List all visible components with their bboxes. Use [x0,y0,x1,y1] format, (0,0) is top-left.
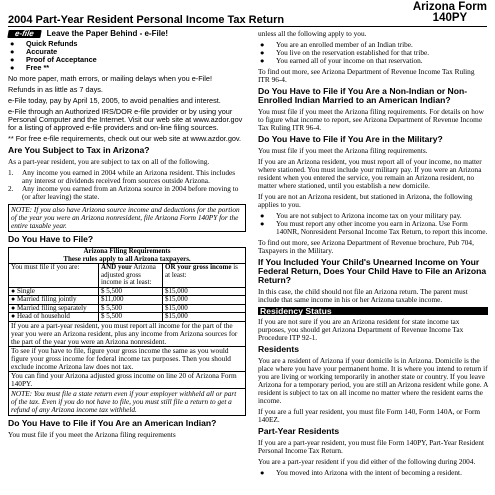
numbered-list [8,169,246,201]
paragraph: You must file if you meet the Arizona filing requirements. [258,146,428,155]
section-heading: Do You Have to File if You Are a Non-Indian or Non-Enrolled Indian Married to an American Indian? [258,86,468,105]
info-box: To see if you have to file, figure your gross income the same as you would figure your gross income for federal income tax purposes. Then you should exclude income Arizona law does not tax. [8,347,246,372]
list-item: ● Accurate [10,47,58,56]
list-item: ● You moved into Arizona with the intent of becoming a resident. [260,468,462,477]
table-row: ● Married filing jointly $11,000 $15,000 [9,296,246,305]
list-item: 2. Any income you earned from an Arizona source in 2004 before moving to (or after leaving) the state. [8,184,239,201]
paragraph: You must file if you meet the Arizona filing requirements. For details on how to figure what income to report, see Arizona Department of Revenue Income Tax Ruling ITR 96-4. [258,107,484,132]
paragraph: In this case, the child should not file an Arizona return. The parent must include that same income in his or her Arizona taxable income. [258,287,468,304]
list-item: ● You earned all of your income on that reservation. [260,56,423,65]
bullet-icon: ● [260,40,265,49]
paragraph: unless all the following apply to you. [258,29,367,38]
section-heading: Do You Have to File if You Are an American Indian? [8,417,217,428]
efile-benefits-list [8,40,246,72]
info-box: If you are a part-year resident, you must report all income for the part of the year you were an Arizona resident, plus any income from Arizona sources for the part of the year you were an Arizona nonresident. [8,322,246,347]
left-column [8,30,246,442]
paragraph: You must file if you meet the Arizona filing requirements [8,429,176,439]
table-header: AND your Arizona adjusted gross income is at least: [99,264,163,288]
list-item: ● You are not subject to Arizona income tax on your military pay. [260,211,462,220]
section-bar-heading: Residency Status [258,307,488,315]
bullet-icon: ● [260,468,265,477]
table-row: ● Head of household $ 5,500 $15,000 [9,313,246,322]
bullet-icon: ● [10,47,15,56]
filing-requirements-table [8,263,246,322]
section-heading: Do You Have to File if You Are in the Military? [258,134,443,144]
efile-logo: e-file [7,30,41,38]
list-item: ● You live on the reservation established for that tribe. [260,48,430,57]
bullet-icon: ● [10,63,15,72]
page-title: 2004 Part-Year Resident Personal Income Tax Return [8,14,285,26]
efile-paragraph: e-File through an Authorized IRS/DOR e-file provider or by using your Personal Computer and the Internet. Visit our web site at www.azdor.gov for a listing of approved e-file providers and on-line filing sources. [8,107,243,132]
table-caption: Arizona Filing Requirements These rules apply to all Arizona taxpayers. [8,247,246,263]
bullet-list [258,469,488,477]
bullet-icon: ● [10,55,15,64]
bullet-list [258,212,488,236]
bullet-icon: ● [260,211,265,220]
table-row: ● Married filing separately $ 5,500 $15,000 [9,304,246,313]
section-heading: If You Included Your Child's Unearned Income on Your Federal Return, Does Your Child Have to File an Arizona Return? [258,257,487,285]
bullet-icon: ● [260,48,265,57]
paragraph: If you are an Arizona resident, you must report all of your income, no matter where stationed. You must include your military pay. If you were an Arizona resident when you entered the service, you remain an Arizona resident, no matter where stationed, until you establish a new domicile. [258,157,482,190]
bullet-icon: ● [260,219,265,228]
list-item: ● You must report any other income you earn in Arizona. Use Form 140NR, Nonresident Personal Income Tax Return, to report this income. [260,219,488,236]
section-heading: Part-Year Residents [258,426,340,436]
paragraph: If you are a full year resident, you must file Form 140, Form 140A, or Form 140EZ. [258,407,481,424]
bullet-icon: ● [10,39,15,48]
efile-paragraph: Refunds in as little as 7 days. [8,85,103,94]
right-column [258,30,488,480]
section-heading: Residents [258,344,300,354]
paragraph: If you are not sure if you are an Arizona resident for state income tax purposes, you should get Arizona Department of Revenue Income Tax Procedure ITP 92-1. [258,317,464,342]
efile-paragraph: No more paper, math errors, or mailing delays when you e-File! [8,74,212,83]
form-name: Arizona Form [412,1,487,13]
section-heading: Do You Have to File? [8,234,94,244]
info-box: You can find your Arizona adjusted gross income on line 20 of Arizona Form 140PY. [8,372,246,389]
bullet-icon: ● [260,56,265,65]
form-number [413,2,487,24]
paragraph: You are a part-year resident if you did either of the following during 2004. [258,457,476,466]
list-item: 1. Any income you earned in 2004 while an Arizona resident. This includes any interest or dividends received from sources outside Arizona. [8,168,236,185]
list-item: ● Quick Refunds [10,39,78,48]
bullet-list [258,41,488,65]
paragraph: To find out more, see Arizona Department of Revenue Income Tax Ruling ITR 96-4. [258,67,475,84]
section-heading: Are You Subject to Tax in Arizona? [8,145,150,155]
paragraph: If you are a part-year resident, you must file Form 140PY, Part-Year Resident Personal Income Tax Return. [258,438,485,455]
list-item: ● Proof of Acceptance [10,55,97,64]
list-item: ● You are an enrolled member of an Indian tribe. [260,40,413,49]
paragraph: If you are not an Arizona resident, but stationed in Arizona, the following applies to you. [258,192,473,209]
table-header-row [9,264,246,288]
form-code: 140PY [432,12,468,24]
efile-tagline: Leave the Paper Behind - e-File! [46,29,169,38]
paragraph: To find out more, see Arizona Department of Revenue brochure, Pub 704, Taxpayers in the Military. [258,238,474,255]
efile-paragraph: e-File today, pay by April 15, 2005, to avoid penalties and interest. [8,96,221,105]
paragraph: You are a resident of Arizona if your domicile is in Arizona. Domicile is the place where you have your permanent home. It is where you intend to return if you are living or working temporarily in another state or country. If you leave Arizona for a temporary period, you are still an Arizona resident while gone. A resident is subject to tax on all income no matter where the resident earns the income. [258,356,488,405]
header-rule [8,26,487,27]
paragraph: As a part-year resident, you are subject to tax on all of the following. [8,157,210,166]
note-box: NOTE: If you also have Arizona source income and deductions for the portion of the year you were an Arizona nonresident, file Arizona Form 140PY for the entire taxable year. [8,204,246,232]
table-row: ● Single $ 5,500 $15,000 [9,287,246,296]
table-header: You must file if you are: [9,264,99,288]
note-box: NOTE: You must file a state return even if your employer withheld all or part of the tax. Even if you do not have to file, you must still file a return to get a refund of any Arizona income tax withheld. [8,389,246,416]
list-item: ● Free ** [10,63,50,72]
efile-paragraph: ** For free e-file requirements, check out our web site at www.azdor.gov. [8,134,242,143]
efile-banner [8,30,246,38]
table-header: OR your gross income is at least: [163,264,246,288]
